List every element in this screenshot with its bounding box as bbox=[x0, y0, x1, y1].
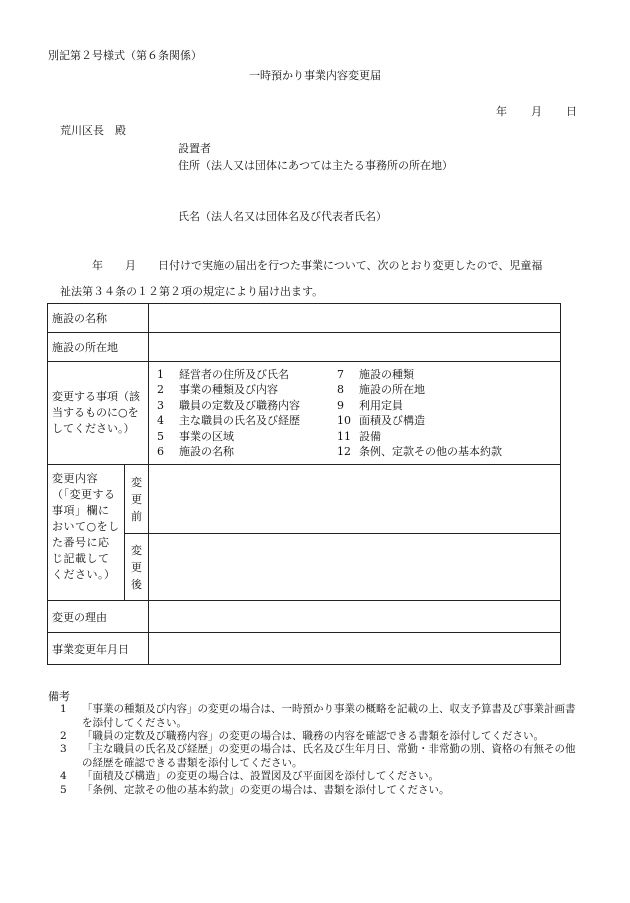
item-number: 4 bbox=[157, 414, 164, 427]
note-text: 「条例、定款その他の基本約款」の変更の場合は、書類を添付してください。 bbox=[82, 784, 450, 796]
note-item bbox=[60, 770, 580, 784]
note-text: 「職員の定数及び職務内容」の変更の場合は、職務の内容を確認できる書類を添付してください。 bbox=[82, 730, 544, 742]
date-year-label: 年 bbox=[496, 105, 507, 118]
address-label: 住所（法人又は団体にあつては主たる事務所の所在地） bbox=[178, 159, 453, 172]
item-number: 12 bbox=[337, 445, 351, 458]
note-item bbox=[60, 703, 580, 730]
item-number: 11 bbox=[337, 429, 351, 443]
list-item[interactable]: 事業の種類及び内容 bbox=[179, 383, 278, 396]
item-number: 3 bbox=[157, 398, 164, 412]
facility-location-label: 施設の所在地 bbox=[48, 333, 149, 362]
change-form-table bbox=[47, 303, 561, 665]
page-title: 一時預かり事業内容変更届 bbox=[249, 69, 381, 82]
table-row bbox=[48, 534, 561, 601]
list-item[interactable]: 事業の区域 bbox=[179, 429, 234, 443]
date-day-label: 日 bbox=[566, 105, 577, 118]
before-content-field[interactable] bbox=[149, 465, 561, 534]
change-date-field[interactable] bbox=[149, 633, 561, 665]
body-text-line-1: 年 月 日付けで実施の届出を行つた事業について、次のとおり変更したので、児童福 bbox=[92, 259, 543, 272]
list-item[interactable]: 設備 bbox=[359, 429, 381, 443]
change-items-grid bbox=[157, 367, 556, 460]
list-item[interactable]: 施設の名称 bbox=[179, 445, 234, 458]
form-number: 別記第２号様式（第６条関係） bbox=[48, 49, 202, 62]
list-item[interactable]: 施設の種類 bbox=[359, 367, 414, 381]
item-number: 9 bbox=[337, 398, 344, 412]
item-number: 6 bbox=[157, 445, 164, 458]
table-row bbox=[48, 601, 561, 633]
change-items-list bbox=[149, 362, 561, 465]
note-number: 2 bbox=[60, 730, 67, 742]
note-text: 「面積及び構造」の変更の場合は、設置図及び平面図を添付してください。 bbox=[82, 770, 439, 782]
note-number: 5 bbox=[60, 784, 67, 796]
list-item[interactable]: 条例、定款その他の基本約款 bbox=[359, 445, 502, 458]
list-item[interactable]: 職員の定数及び職務内容 bbox=[179, 398, 300, 412]
list-item[interactable]: 利用定員 bbox=[359, 398, 403, 412]
facility-name-field[interactable] bbox=[149, 304, 561, 333]
item-number: 7 bbox=[337, 367, 344, 381]
note-item bbox=[60, 730, 580, 744]
addressee: 荒川区長 殿 bbox=[60, 124, 126, 137]
note-number: 1 bbox=[60, 703, 67, 715]
note-number: 4 bbox=[60, 770, 67, 782]
submission-date bbox=[496, 103, 577, 119]
list-item[interactable]: 施設の所在地 bbox=[359, 383, 425, 396]
item-number: 5 bbox=[157, 429, 164, 443]
item-number: 1 bbox=[157, 367, 164, 381]
notes-heading: 備考 bbox=[48, 690, 70, 703]
body-text-line-2: 祉法第３４条の１２第２項の規定により届け出ます。 bbox=[60, 285, 324, 298]
after-label: 変更後 bbox=[125, 534, 149, 601]
note-number: 3 bbox=[60, 743, 67, 755]
reason-field[interactable] bbox=[149, 601, 561, 633]
installer-label: 設置者 bbox=[178, 142, 211, 155]
before-label: 変更前 bbox=[125, 465, 149, 534]
change-content-label: 変更内容（「変更する事項」欄において○をした番号に応じ記載してください。） bbox=[48, 465, 125, 601]
list-item[interactable]: 経営者の住所及び氏名 bbox=[179, 367, 289, 381]
table-row bbox=[48, 362, 561, 465]
table-row bbox=[48, 333, 561, 362]
facility-location-field[interactable] bbox=[149, 333, 561, 362]
table-row bbox=[48, 465, 561, 534]
item-number: 8 bbox=[337, 383, 344, 396]
table-row bbox=[48, 633, 561, 665]
note-text: 「主な職員の氏名及び経歴」の変更の場合は、氏名及び生年月日、常勤・非常勤の別、資格の有無その他の経歴を確認できる書類を添付してください。 bbox=[82, 743, 576, 769]
table-row bbox=[48, 304, 561, 333]
name-label: 氏名（法人名又は団体名及び代表者氏名） bbox=[178, 210, 387, 223]
date-month-label: 月 bbox=[531, 105, 542, 118]
change-date-label: 事業変更年月日 bbox=[48, 633, 149, 665]
note-item bbox=[60, 784, 580, 798]
after-content-field[interactable] bbox=[149, 534, 561, 601]
note-item bbox=[60, 743, 580, 770]
change-items-label: 変更する事項（該当するものに○をしてください。） bbox=[48, 362, 149, 465]
facility-name-label: 施設の名称 bbox=[48, 304, 149, 333]
list-item[interactable]: 面積及び構造 bbox=[359, 414, 425, 427]
item-number: 10 bbox=[337, 414, 351, 427]
list-item[interactable]: 主な職員の氏名及び経歴 bbox=[179, 414, 300, 427]
item-number: 2 bbox=[157, 383, 164, 396]
reason-label: 変更の理由 bbox=[48, 601, 149, 633]
note-text: 「事業の種類及び内容」の変更の場合は、一時預かり事業の概略を記載の上、収支予算書及び事業計画書を添付してください。 bbox=[82, 703, 576, 729]
